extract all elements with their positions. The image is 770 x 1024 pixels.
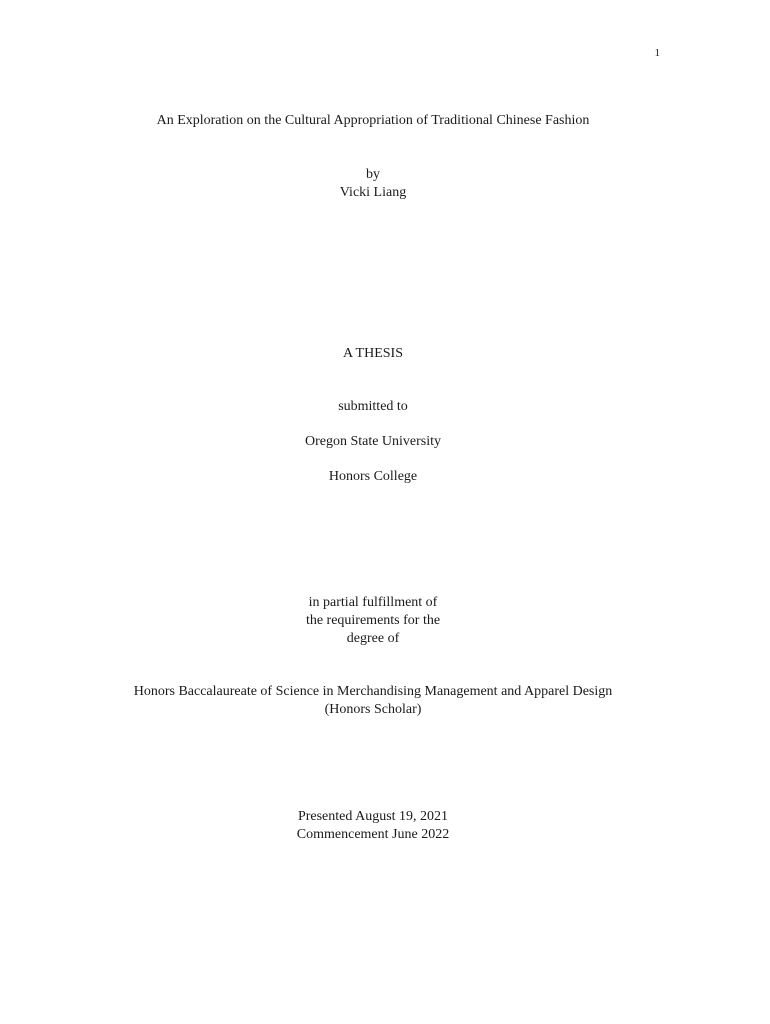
fulfillment-line-1: in partial fulfillment of (308, 595, 438, 610)
degree-name: Honors Baccalaureate of Science in Merchandising Management and Apparel Design (133, 684, 613, 699)
author-name: Vicki Liang (339, 185, 407, 200)
fulfillment-line-3: degree of (346, 631, 400, 646)
college-name: Honors College (328, 469, 418, 484)
fulfillment-line-2: the requirements for the (305, 613, 441, 628)
university-name: Oregon State University (304, 434, 442, 449)
thesis-label: A THESIS (342, 346, 404, 361)
presented-date: Presented August 19, 2021 (297, 809, 449, 824)
commencement-date: Commencement June 2022 (296, 827, 450, 842)
thesis-title: An Exploration on the Cultural Appropriation of Traditional Chinese Fashion (156, 113, 590, 128)
submitted-to-label: submitted to (338, 399, 408, 414)
page-number: 1 (654, 47, 660, 59)
honors-scholar: (Honors Scholar) (324, 702, 422, 717)
by-label: by (366, 167, 380, 182)
